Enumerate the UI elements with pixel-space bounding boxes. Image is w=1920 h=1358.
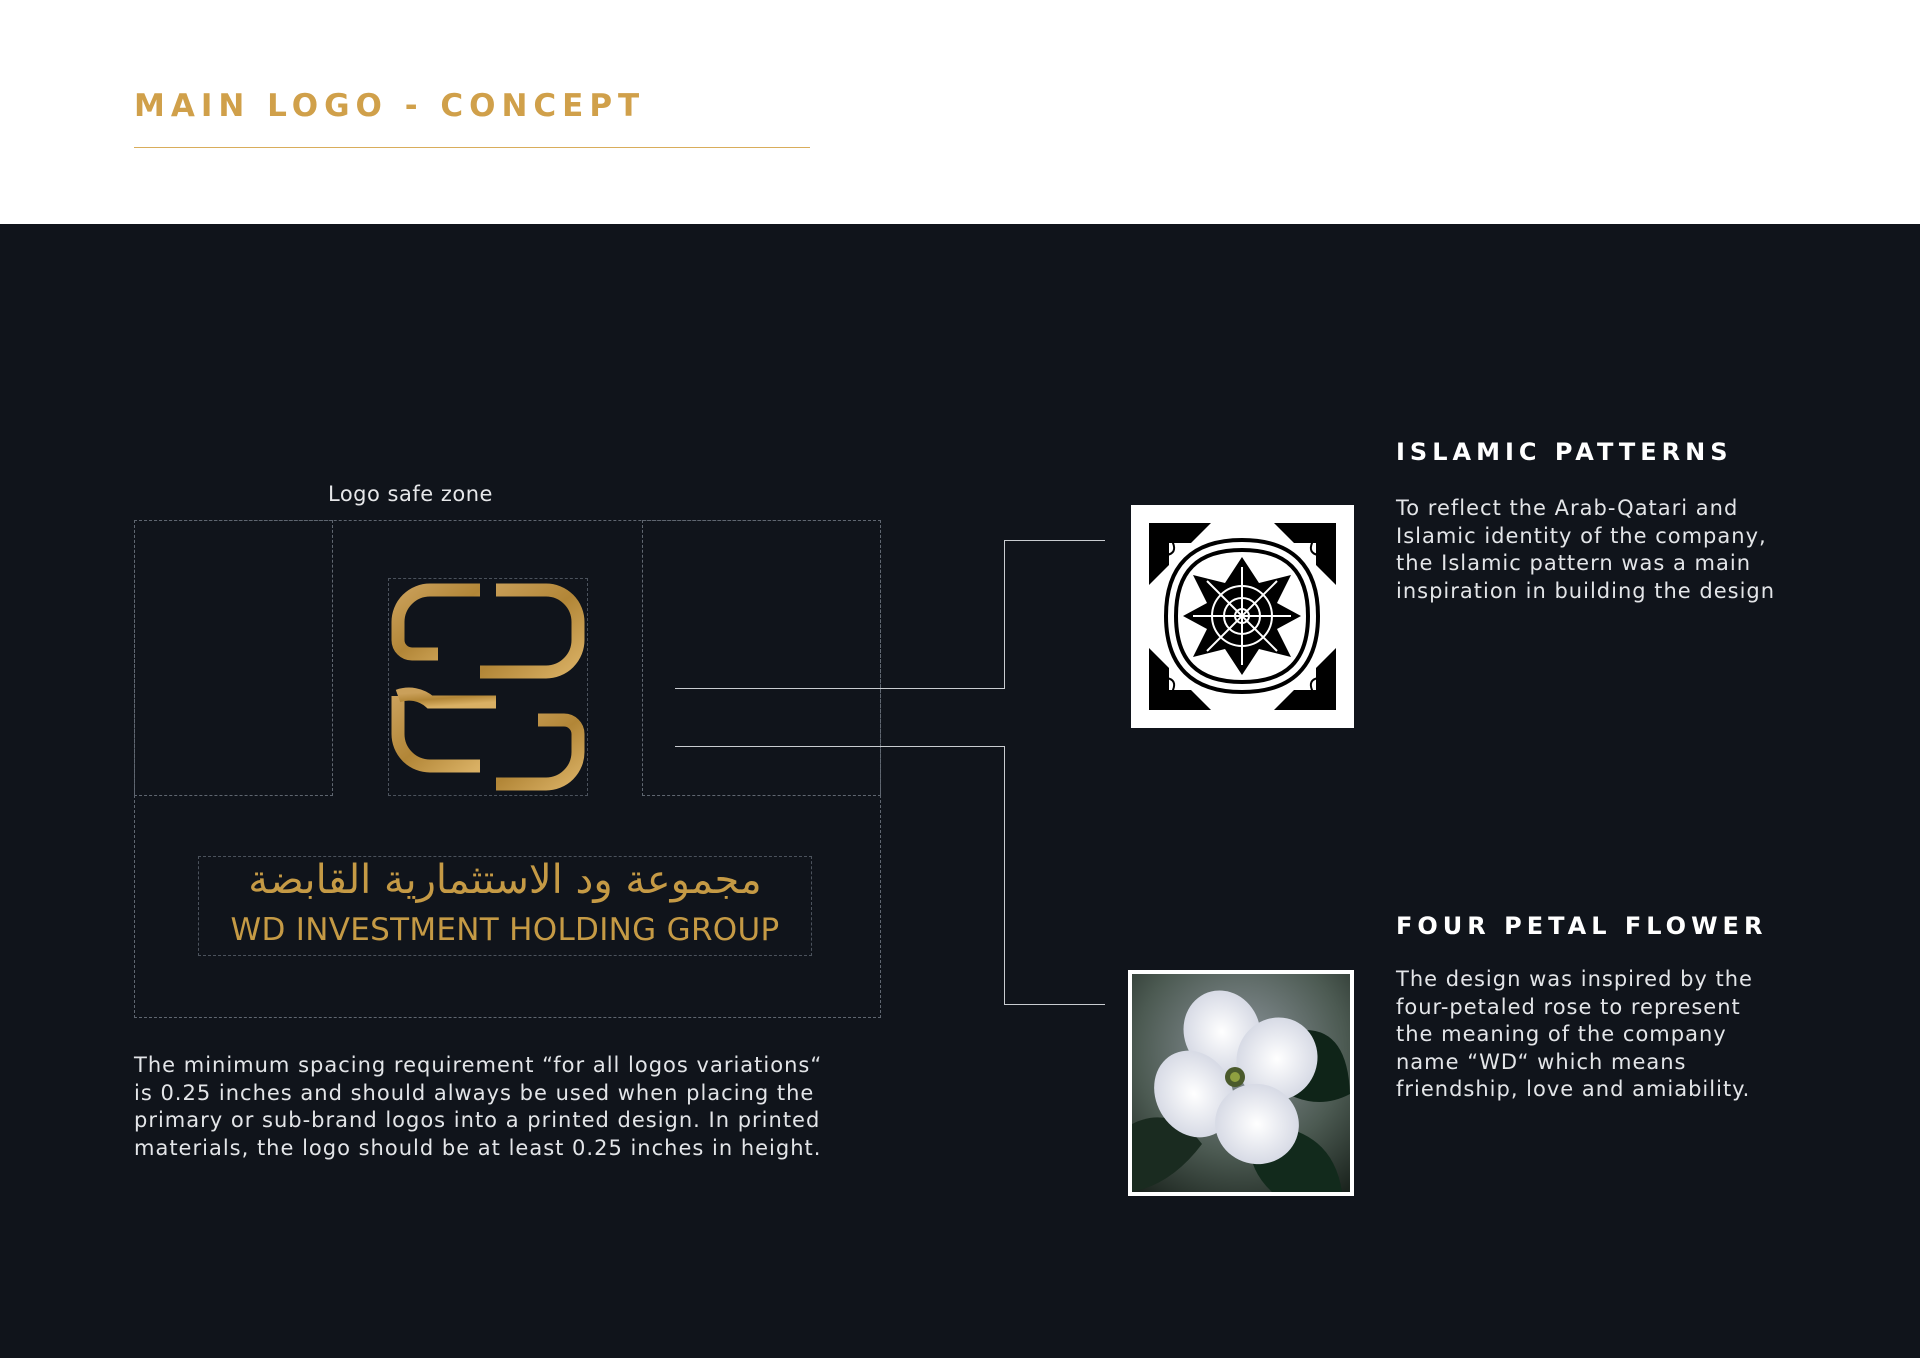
spacing-note-line: materials, the logo should be at least 0.25 inches in height.	[134, 1135, 822, 1160]
spacing-note-line: is 0.25 inches and should always be used when placing the	[134, 1080, 815, 1105]
concept-description-line: Islamic identity of the company,	[1396, 523, 1767, 548]
page-title: MAIN LOGO - CONCEPT	[134, 88, 646, 124]
safe-zone-label: Logo safe zone	[328, 482, 493, 506]
concept-title-four-petal-flower: FOUR PETAL FLOWER	[1396, 912, 1768, 940]
concept-description-line: inspiration in building the design	[1396, 578, 1776, 603]
concept-description-islamic-patterns	[1396, 495, 1896, 605]
concept-title-islamic-patterns: ISLAMIC PATTERNS	[1396, 438, 1733, 466]
connector-line-to-pattern	[1004, 540, 1105, 541]
flower-photo-image	[1132, 974, 1350, 1192]
concept-description-line: friendship, love and amiability.	[1396, 1077, 1751, 1101]
concept-description-line: The design was inspired by the	[1396, 967, 1753, 991]
concept-description-line: the meaning of the company	[1396, 1022, 1727, 1046]
title-underline	[134, 147, 810, 148]
spacing-note-line: The minimum spacing requirement “for all logos variations“	[134, 1053, 823, 1077]
concept-description-line: To reflect the Arab-Qatari and	[1396, 496, 1739, 520]
safe-zone-left-box	[134, 520, 333, 796]
spacing-note	[134, 1052, 874, 1162]
arabic-company-name: مجموعة ود الاستثمارية القابضة	[248, 857, 762, 903]
islamic-pattern-icon	[1131, 505, 1354, 728]
concept-description-line: four-petaled rose to represent	[1396, 994, 1741, 1019]
connector-line-vertical-bottom	[1004, 746, 1005, 1005]
four-petal-flower-photo	[1128, 970, 1354, 1196]
english-company-name: WD INVESTMENT HOLDING GROUP	[230, 912, 780, 948]
spacing-note-line: primary or sub-brand logos into a printed design. In printed	[134, 1108, 821, 1132]
connector-line-horizontal-bottom	[675, 746, 1005, 747]
concept-description-line: the Islamic pattern was a main	[1396, 551, 1751, 575]
safe-zone-right-box	[642, 520, 881, 796]
connector-line-to-flower	[1004, 1004, 1105, 1005]
concept-description-four-petal-flower	[1396, 966, 1896, 1104]
connector-line-horizontal-top	[675, 688, 1005, 689]
wd-logo-mark-icon	[388, 578, 588, 796]
connector-line-vertical-top	[1004, 540, 1005, 689]
concept-description-line: name “WD“ which means	[1396, 1049, 1687, 1074]
